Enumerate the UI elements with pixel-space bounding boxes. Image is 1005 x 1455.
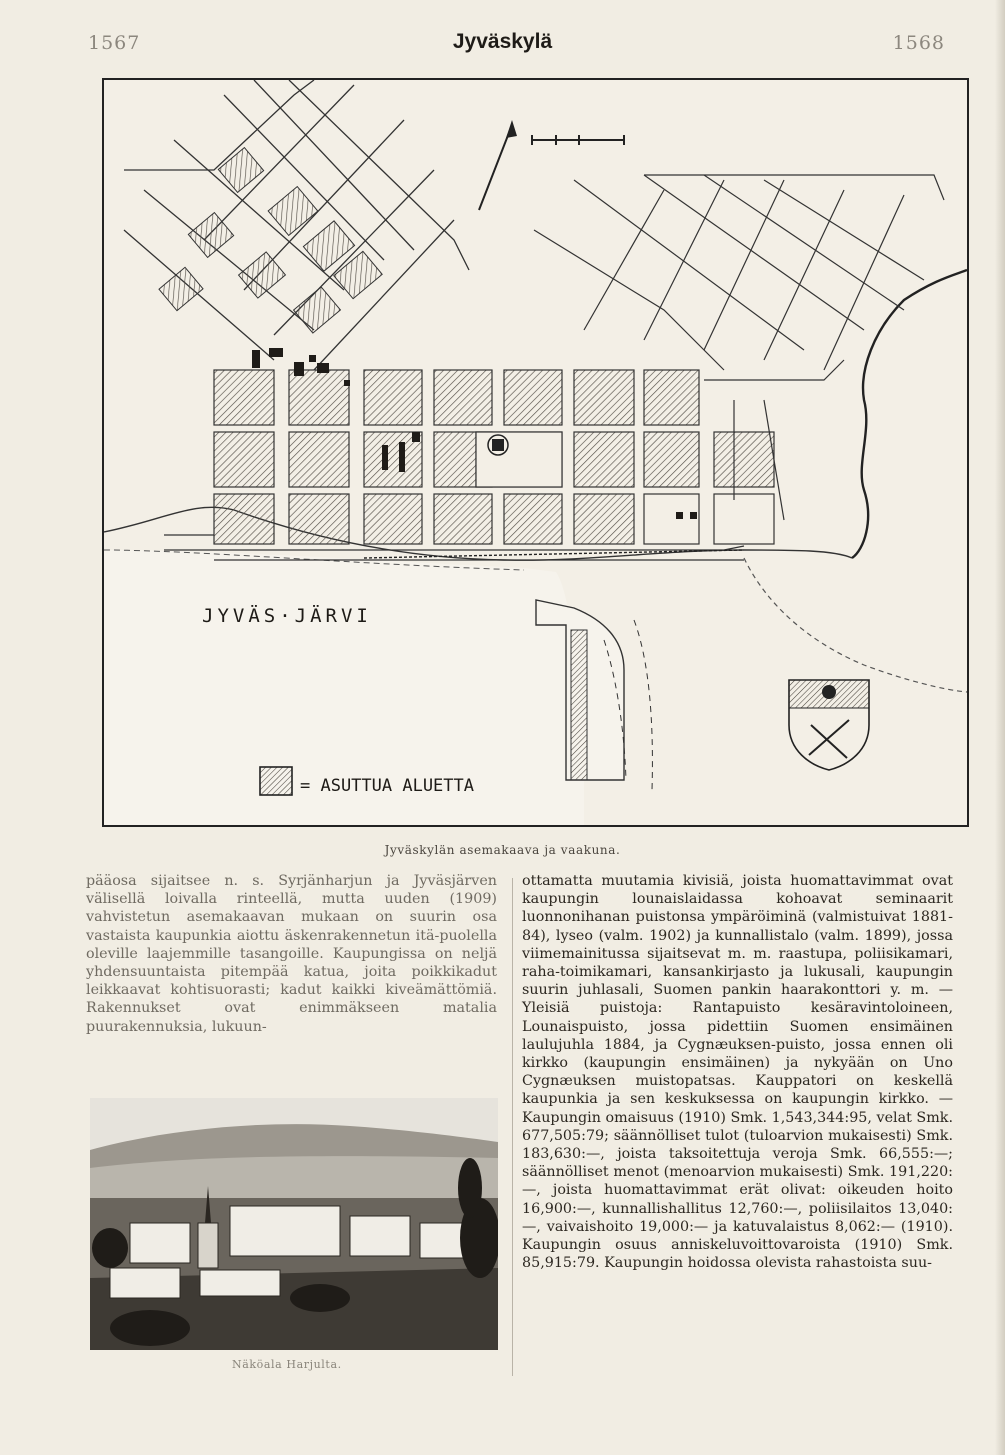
map-caption: Jyväskylän asemakaava ja vaakuna. bbox=[384, 843, 621, 857]
harju-view-photo bbox=[90, 1098, 498, 1350]
right-paragraph: ottamatta muutamia kivisiä, joista huomattavimmat ovat kaupungin lounaislaidassa kohoavat seminaarit luonnonihanan puistonsa ympäröiminä (valmistuivat 1881-84), lyseo (valm. 1902) ja kunnallistalo (valm. 1899), jossa viimemainitussa sijaitsevat m. m. raastupa, poliisikamari, raha-toimikamari, kansankirjasto ja lukusali, kaupungin suurin juhlasali, Suomen pankin haarakonttori y. m. — Yleisiä puistoja: Rantapuisto kesäravintoloineen, Lounaispuisto, jossa pidettiin Suomen ensimäinen laulujuhla 1884, ja Cygnæuksen-puisto, jossa ennen oli kirkko (kaupungin ensimäinen) ja nykyään on Uno Cygnæuksen muistopatsas. Kauppatori on keskellä kaupunkia ja sen keskuksessa on kaupungin kirkko. — Kaupungin omaisuus (1910) Smk. 1,543,344:95, velat Smk. 677,505:79; säännölliset tulot (tuloarvion mukaisesti) Smk. 183,630:—, joista taksoitettuja veroja Smk. 66,555:—; säännölliset menot (menoarvion mukaisesti) Smk. 191,220:—, joista huomattavimmat erät olivat: oikeuden hoito 16,900:—, kunnallishallitus 12,760:—, poliisilaitos 13,040:—, vaivaishoito 19,000:— ja katuvalaistus 8,062:— (1910). Kaupungin osuus anniskeluvoittovaroista (1910) Smk. 85,915:79. Kaupungin hoidossa olevista rahastoista suu- bbox=[522, 873, 953, 1272]
lake-label: JYVÄS·JÄRVI bbox=[202, 605, 372, 627]
page-edge-shadow bbox=[995, 0, 1005, 1455]
legend-swatch bbox=[260, 767, 292, 795]
coat-of-arms bbox=[789, 680, 869, 770]
scale-bar bbox=[532, 135, 624, 145]
running-title: Jyväskylä bbox=[452, 30, 553, 53]
left-paragraph: pääosa sijaitsee n. s. Syrjänharjun ja Jyväsjärven välisellä loivalla rinteellä, mutta uuden (1909) vahvistetun asemakaavan mukaan on suurin osa vastaista kaupunkia aiottu äskenrakennetun itä-puolella oleville laajemmille tasangoille. Kaupungissa on neljä yhdensuuntaista pitempää katua, joita poikkikadut leikkaavat kohtisuorasti; kadut kaikki kiveämättömiä. Rakennukset ovat enimmäkseen matalia puurakennuksia, lukuun- bbox=[86, 873, 497, 1035]
photo-caption: Näköala Harjulta. bbox=[232, 1358, 342, 1371]
river bbox=[852, 270, 967, 558]
page-number-left: 1567 bbox=[88, 32, 141, 54]
market-square-church bbox=[476, 432, 562, 487]
map-drawing bbox=[104, 80, 967, 825]
legend-label: = ASUTTUA ALUETTA bbox=[300, 776, 474, 796]
column-divider bbox=[512, 878, 513, 1376]
north-arrow bbox=[479, 120, 517, 210]
page-number-right: 1568 bbox=[892, 32, 945, 54]
town-plan-map bbox=[102, 78, 969, 827]
left-text-column bbox=[86, 872, 497, 1036]
right-text-column bbox=[522, 872, 953, 1272]
